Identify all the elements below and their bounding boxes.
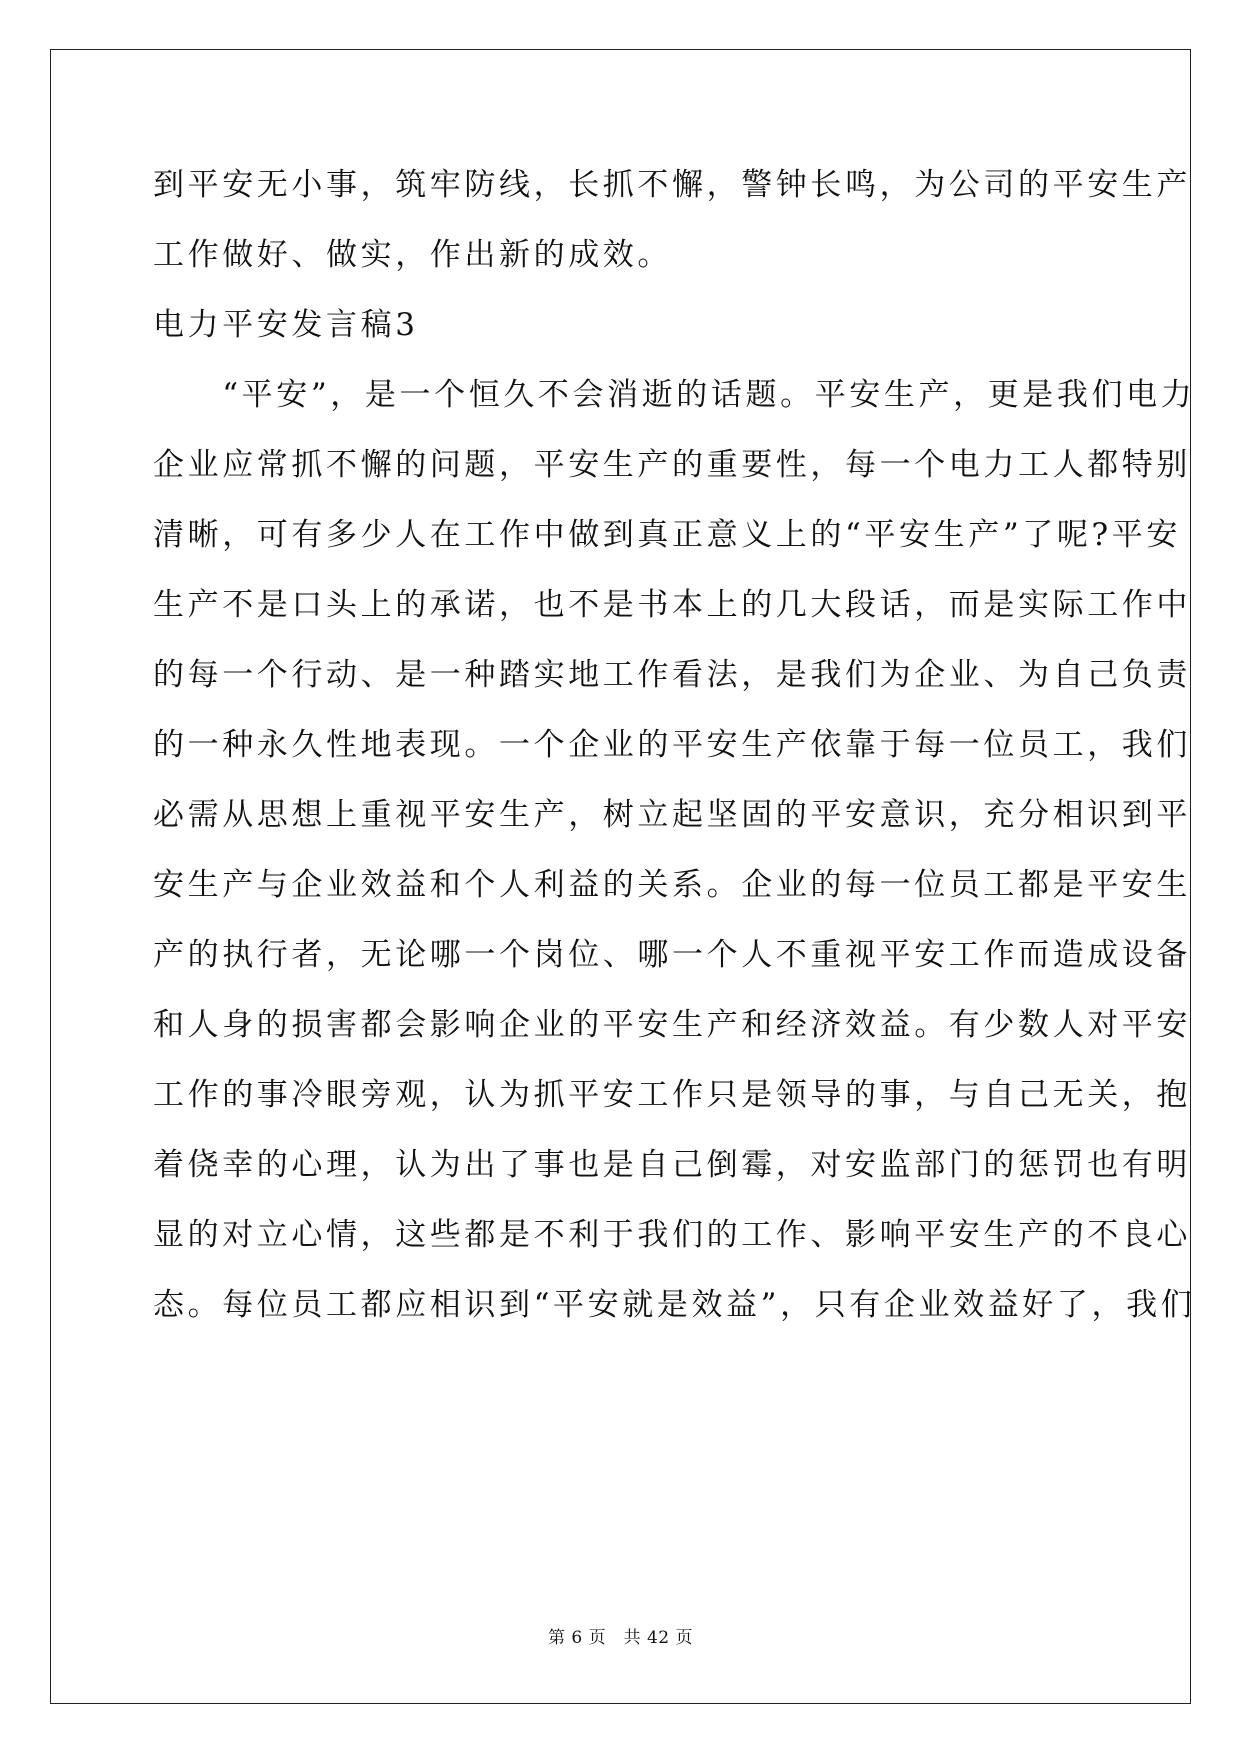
text-line: 态。每位员工都应相识到“平安就是效益”，只有企业效益好了，我们 [153, 1287, 1196, 1323]
text-line: 着侥幸的心理，认为出了事也是自己倒霉，对安监部门的惩罚也有明 [153, 1147, 1191, 1183]
section-heading: 电力平安发言稿3 [153, 307, 419, 343]
text-line: 必需从思想上重视平安生产，树立起坚固的平安意识，充分相识到平 [153, 797, 1191, 833]
page-number: 第 6 页 共 42 页 [547, 1628, 694, 1648]
text-line: 产的执行者，无论哪一个岗位、哪一个人不重视平安工作而造成设备 [153, 937, 1191, 973]
text-line: 清晰，可有多少人在工作中做到真正意义上的“平安生产”了呢?平安 [153, 517, 1181, 553]
text-line: 的每一个行动、是一种踏实地工作看法，是我们为企业、为自己负责 [153, 657, 1191, 693]
text-line: 的一种永久性地表现。一个企业的平安生产依靠于每一位员工，我们 [153, 727, 1191, 763]
text-line: 安生产与企业效益和个人利益的关系。企业的每一位员工都是平安生 [153, 867, 1191, 903]
text-line: 企业应常抓不懈的问题，平安生产的重要性，每一个电力工人都特别 [153, 447, 1191, 483]
page-footer [0, 1623, 1241, 1648]
text-line: 生产不是口头上的承诺，也不是书本上的几大段话，而是实际工作中 [153, 587, 1191, 623]
text-line: 工作的事冷眼旁观，认为抓平安工作只是领导的事，与自己无关，抱 [153, 1077, 1191, 1113]
text-line: 到平安无小事，筑牢防线，长抓不懈，警钟长鸣，为公司的平安生产 [153, 167, 1191, 203]
text-line: 和人身的损害都会影响企业的平安生产和经济效益。有少数人对平安 [153, 1007, 1191, 1043]
text-line: 显的对立心情，这些都是不利于我们的工作、影响平安生产的不良心 [153, 1217, 1191, 1253]
text-line: “平安”，是一个恒久不会消逝的话题。平安生产，更是我们电力 [153, 377, 1196, 413]
text-line: 工作做好、做实，作出新的成效。 [153, 237, 672, 273]
